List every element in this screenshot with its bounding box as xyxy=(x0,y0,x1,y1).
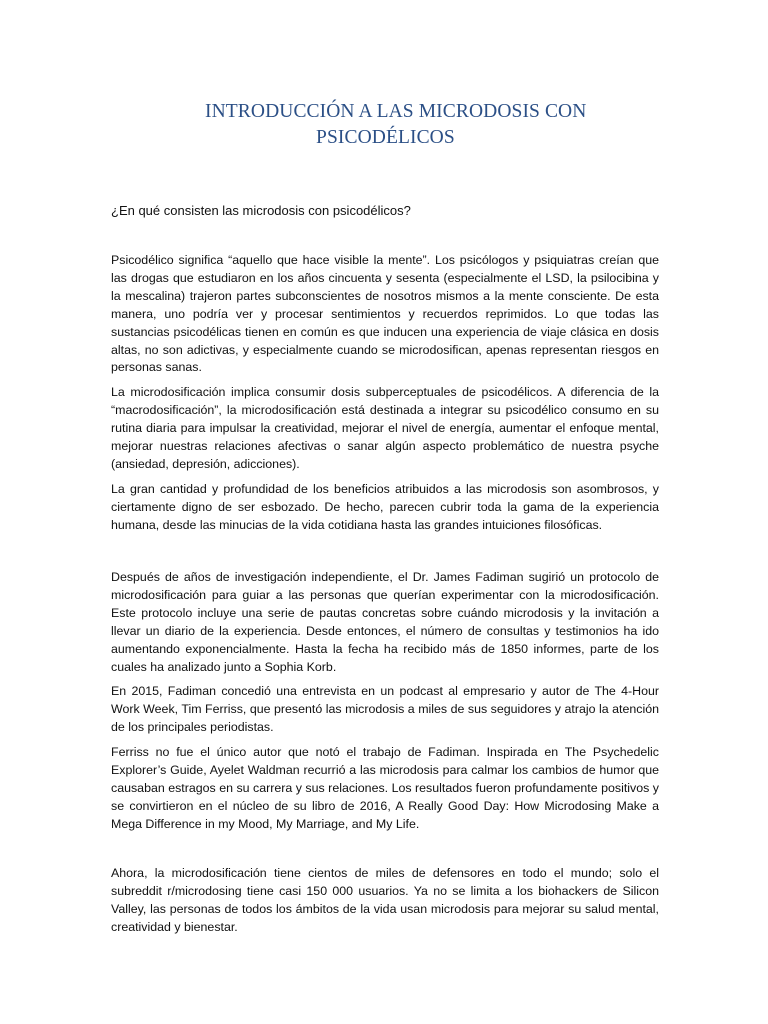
paragraph-1: Psicodélico significa “aquello que hace visible la mente”. Los psicólogos y psiquiatras creían que las drogas que estudiaron en los años cincuenta y sesenta (especialmente el LSD, la psilocibina y la mescalina) trajeron partes subconscientes de nosotros mismos a la mente consciente. De esta manera, uno podría ver y procesar sentimientos y recuerdos reprimidos. Lo que todas las sustancias psicodélicas tienen en común es que inducen una experiencia de viaje clásica en dosis altas, no son adictivas, y especialmente cuando se microdosifican, apenas representan riesgos en personas sanas. xyxy=(111,253,659,375)
paragraph-6: Ferriss no fue el único autor que notó el trabajo de Fadiman. Inspirada en The Psychedelic Explorer’s Guide, Ayelet Waldman recurrió a las microdosis para calmar los cambios de humor que causaban estragos en su carrera y sus relaciones. Los resultados fueron profundamente positivos y se convirtieron en el núcleo de su libro de 2016, A Really Good Day: How Microdosing Make a Mega Difference in my Mood, My Marriage, and My Life. xyxy=(111,745,659,831)
title-line-1: INTRODUCCIÓN A LAS MICRODOSIS CON xyxy=(205,101,587,122)
text-block-3 xyxy=(111,865,659,937)
text-block-1 xyxy=(111,252,659,535)
text-block-2 xyxy=(111,569,659,834)
paragraph-4: Después de años de investigación independiente, el Dr. James Fadiman sugirió un protocolo de microdosificación para guiar a las personas que querían experimentar con la microdosificación. Este protocolo incluye una serie de pautas concretas sobre cuándo microdosis y la invitación a llevar un diario de la experiencia. Desde entonces, el número de consultas y testimonios ha ido aumentando exponencialmente. Hasta la fecha ha recibido más de 1850 informes, parte de los cuales ha analizado junto a Sophia Korb. xyxy=(111,570,659,674)
paragraph-2: La microdosificación implica consumir dosis subperceptuales de psicodélicos. A diferencia de la “macrodosificación”, la microdosificación está destinada a integrar su psicodélico consumo en su rutina diaria para impulsar la creatividad, mejorar el nivel de energía, aumentar el enfoque mental, mejorar nuestras relaciones afectivas o sanar algún aspecto problemático de nuestra psyche (ansiedad, depresión, adicciones). xyxy=(111,385,659,471)
document-title xyxy=(100,99,720,151)
paragraph-7: Ahora, la microdosificación tiene cientos de miles de defensores en todo el mundo; solo el subreddit r/microdosing tiene casi 150 000 usuarios. Ya no se limita a los biohackers de Silicon Valley, las personas de todos los ámbitos de la vida usan microdosis para mejorar su salud mental, creatividad y bienestar. xyxy=(111,866,659,934)
section-question: ¿En qué consisten las microdosis con psicodélicos? xyxy=(111,203,411,218)
paragraph-3: La gran cantidad y profundidad de los beneficios atribuidos a las microdosis son asombrosos, y ciertamente digno de ser esbozado. De hecho, parecen cubrir toda la gama de la experiencia humana, desde las minucias de la vida cotidiana hasta las grandes intuiciones filosóficas. xyxy=(111,481,659,532)
title-line-2: PSICODÉLICOS xyxy=(316,127,455,148)
paragraph-5: En 2015, Fadiman concedió una entrevista en un podcast al empresario y autor de The 4-Hour Work Week, Tim Ferriss, que presentó las microdosis a miles de sus seguidores y atrajo la atención de los principales periodistas. xyxy=(111,684,659,735)
